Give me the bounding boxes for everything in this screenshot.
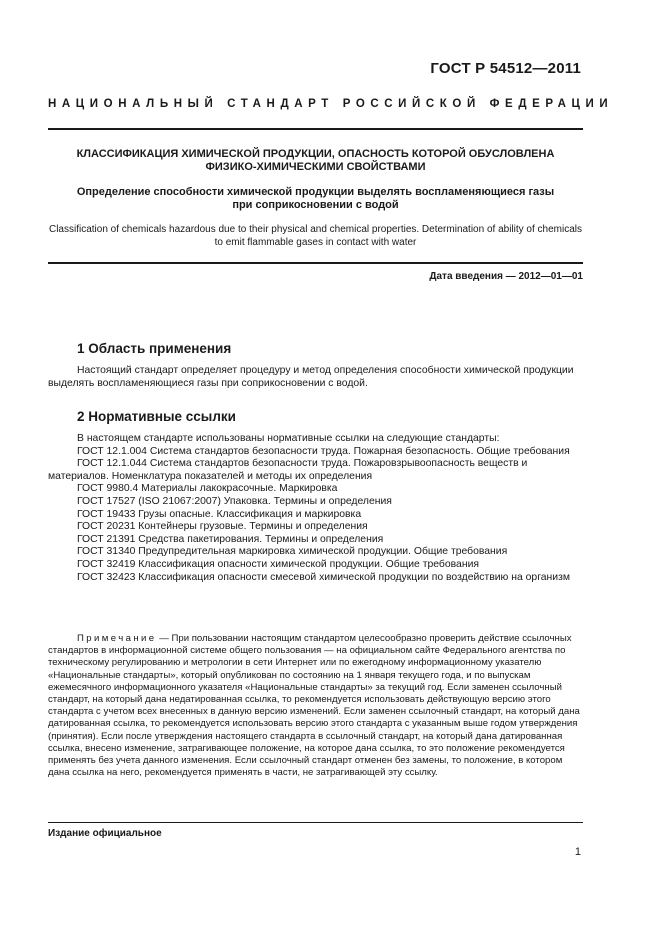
- reference-item: ГОСТ 9980.4 Материалы лакокрасочные. Маркировка: [77, 483, 338, 495]
- document-title: [48, 148, 583, 174]
- reference-item: ГОСТ 32419 Классификация опасности химической продукции. Общие требования: [77, 558, 479, 570]
- header-rule: [48, 128, 583, 130]
- reference-item: ГОСТ 17527 (ISO 21067:2007) Упаковка. Термины и определения: [77, 495, 392, 507]
- reference-item: ГОСТ 31340 Предупредительная маркировка химической продукции. Общие требования: [77, 546, 508, 558]
- reference-item: ГОСТ 12.1.004 Система стандартов безопасности труда. Пожарная безопасность. Общие требования: [77, 445, 570, 457]
- reference-item: ГОСТ 21391 Средства пакетирования. Термины и определения: [77, 533, 384, 545]
- document-code: ГОСТ Р 54512—2011: [430, 60, 581, 77]
- reference-item: ГОСТ 12.1.044 Система стандартов безопасности труда. Пожаровзрывоопасность веществ и материалов. Номенклатура показателей и методы их определения: [48, 458, 528, 482]
- title-line-1: КЛАССИФИКАЦИЯ ХИМИЧЕСКОЙ ПРОДУКЦИИ, ОПАСНОСТЬ КОТОРОЙ ОБУСЛОВЛЕНА: [76, 148, 555, 160]
- note-label: Примечание: [77, 633, 157, 644]
- page-number: 1: [574, 846, 581, 858]
- reference-item: ГОСТ 20231 Контейнеры грузовые. Термины и определения: [77, 521, 368, 533]
- reference-item: ГОСТ 32423 Классификация опасности смесевой химической продукции по воздействию на организм: [77, 571, 570, 583]
- normative-references: [48, 433, 583, 584]
- title-rule: [48, 262, 583, 264]
- subtitle-line-1: Определение способности химической продукции выделять воспламеняющиеся газы: [76, 186, 555, 198]
- introduction-date: Дата введения — 2012—01—01: [429, 271, 583, 282]
- edition-label: Издание официальное: [48, 828, 162, 839]
- national-standard-banner: НАЦИОНАЛЬНЫЙ СТАНДАРТ РОССИЙСКОЙ ФЕДЕРАЦИИ: [48, 98, 614, 110]
- references-intro: В настоящем стандарте использованы нормативные ссылки на следующие стандарты:: [77, 433, 500, 444]
- english-title-line-2: to emit flammable gases in contact with water: [214, 236, 417, 248]
- note-text: — При пользовании настоящим стандартом целесообразно проверить действие ссылочных стандартов в информационной системе общего пользования — на официальном сайте Федерального агентства по техническому регулированию и метрологии в сети Интернет или по ежегодному информационному указателю «Национальные стандарты», который опубликован по состоянию на 1 января текущего года, и по выпускам ежемесячного информационного указателя «Национальные стандарты» за текущий год. Если заменен ссылочный стандарт, на который дана недатированная ссылка, то рекомендуется использовать действующую версию этого стандарта с учетом всех внесенных в данную версию изменений. Если заменен ссылочный стандарт, на который дана датированная ссылка, то рекомендуется использовать версию этого стандарта с указанным выше годом утверждения (принятия). Если после утверждения настоящего стандарта в ссылочный стандарт, на который дана датированная ссылка, внесено изменение, затрагивающее положение, на которое дана ссылка, то это положение рекомендуется применять без учета данного изменения. Если ссылочный стандарт отменен без замены, то положение, в котором дана ссылка на него, рекомендуется применять в части, не затрагивающей эту ссылку.: [48, 633, 580, 779]
- subtitle-line-2: при соприкосновении с водой: [232, 199, 399, 211]
- section-1-heading: 1 Область применения: [77, 341, 232, 356]
- document-subtitle: [48, 186, 583, 212]
- english-title: [40, 224, 591, 249]
- english-title-line-1: Classification of chemicals hazardous due to their physical and chemical properties. Determination of ability of chemicals: [48, 224, 583, 235]
- reference-item: ГОСТ 19433 Грузы опасные. Классификация и маркировка: [77, 508, 362, 520]
- footer-rule: [48, 822, 583, 823]
- section-2-heading: 2 Нормативные ссылки: [77, 409, 236, 424]
- section-1-text: Настоящий стандарт определяет процедуру и метод определения способности химической продукции выделять воспламеняющиеся газы при соприкосновении с водой.: [48, 365, 574, 389]
- title-line-2: ФИЗИКО-ХИМИЧЕСКИМИ СВОЙСТВАМИ: [205, 161, 426, 173]
- references-note: [48, 633, 583, 779]
